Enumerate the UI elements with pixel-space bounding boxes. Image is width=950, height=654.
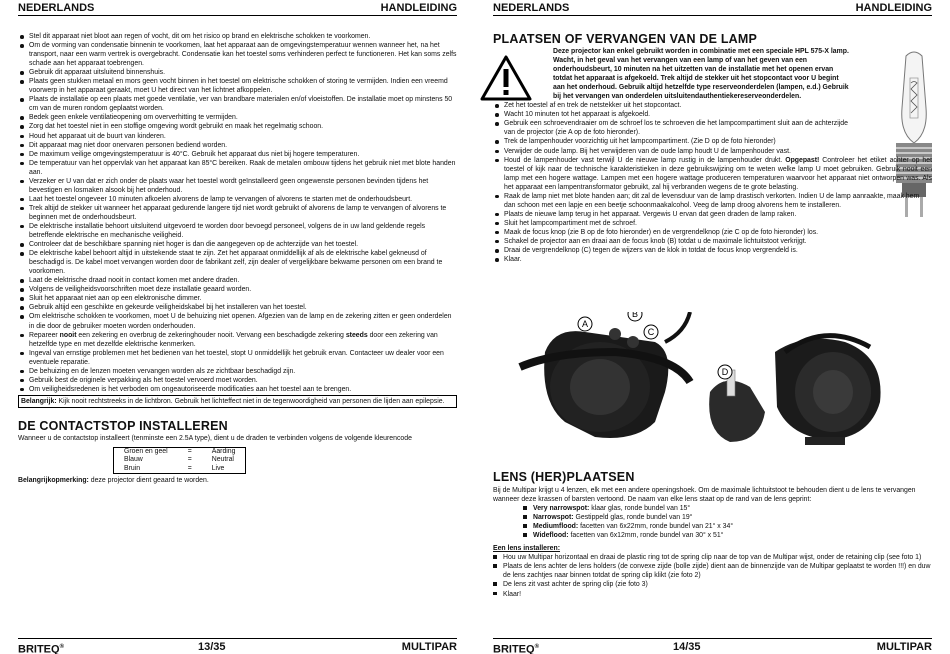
lamp-step: Sluit het lampcompartiment met de schroef.: [493, 219, 932, 228]
lamp-step: [493, 192, 932, 210]
lens-item: [523, 522, 932, 531]
footer-brand: [18, 641, 64, 654]
wire-color-table: [113, 447, 246, 474]
page-footer: [18, 638, 457, 652]
header-title: HANDLEIDING: [855, 2, 932, 14]
wire-cell: =: [187, 447, 192, 455]
safety-item: Om veiligheidsredenen is het verboden om ongeautoriseerde modificaties aan het toestel aan te brengen.: [18, 385, 457, 394]
safety-item: Gebruik best de originele verpakking als het toestel vervoerd moet worden.: [18, 376, 457, 385]
projector-photo: [520, 312, 690, 438]
wire-row: [114, 447, 246, 456]
important-note: [18, 395, 457, 408]
lamp-step: Klaar.: [493, 255, 932, 264]
wire-row: [114, 465, 246, 474]
brand-name: BRITEQ: [18, 643, 60, 654]
safety-item: Volgens de veiligheidsvoorschriften moet deze installatie geaard worden.: [18, 285, 457, 294]
label-a: A: [581, 319, 589, 329]
lens-types-list: [523, 504, 932, 540]
page-number: 14/35: [673, 641, 701, 653]
contactstop-title: DE CONTACTSTOP INSTALLEREN: [18, 418, 228, 433]
safety-item: Trek altijd de stekker uit wanneer het apparaat gedurende langere tijd niet wordt gebruikt of alvorens de lamp te vervangen of alvorens te beginnen met de onderhoudsbeurt.: [18, 204, 457, 222]
remark-text: deze projector dient geaard te worden.: [88, 476, 209, 484]
label-b: B: [631, 312, 639, 319]
safety-item: De temperatuur van het oppervlak van het apparaat kan 85°C bereiken. Raak de metalen ombouw tijdens het gebruik niet met blote handen aan.: [18, 159, 457, 177]
lamp-steps-list: [493, 101, 932, 264]
footer-product: MULTIPAR: [876, 641, 932, 653]
lamp-title: PLAATSEN OF VERVANGEN VAN DE LAMP: [493, 32, 758, 46]
safety-item: Plaats geen stukken metaal en mors geen vocht binnen in het toestel om elektrische schokken of storing te vermijden. Indien een vreemd voorwerp in het apparaat geraakt, moet U het direct van het lichtnet afkoppelen.: [18, 77, 457, 95]
wire-cell: =: [187, 456, 192, 464]
install-step: Plaats de lens achter de lens holders (de convexe zijde (bolle zijde) dient aan de binnenzijde van de Multipar geplaatst te worden !!!) en duw de lens zachtjes naar binnen totdat de spring clip klikt (zie foto 2): [493, 562, 932, 580]
safety-item: De elektrische kabel behoort altijd in uitstekende staat te zijn. Zet het apparaat onmiddellijk af als de elektrische kabel gekneusd of beschadigd is. De kabel moet vervangen worden door de fabrikant zelf, zijn dealer of vergelijkbare bekwame personen om een brand te voorkomen.: [18, 249, 457, 276]
lens-desc: facetten van 6x12mm, ronde bundel van 30° x 51°: [568, 532, 724, 540]
page-14: [475, 0, 950, 654]
grounding-remark: [18, 476, 457, 485]
note-label: Belangrijk:: [21, 397, 57, 405]
safety-item: Ingeval van ernstige problemen met het bedienen van het toestel, stopt U onmiddellijk het gebruik ervan. Contacteer uw dealer voor een eventuele reparatie.: [18, 349, 457, 367]
lamp-step: [493, 156, 932, 192]
contactstop-intro: Wanneer u de contactstop installeert (tenminste een 2.5A type), dient u de draden te verbinden volgens de volgende kleurencode: [18, 434, 412, 442]
safety-item: Om elektrische schokken te voorkomen, moet U de behuizing niet openen. Afgezien van de lamp en de zekering zitten er geen onderdelen in die door de gebruiker moeten worden onderhouden.: [18, 312, 457, 330]
safety-item: Gebruik altijd een geschikte en gekeurde veiligheidskabel bij het installeren van het toestel.: [18, 303, 457, 312]
safety-item: Stel dit apparaat niet bloot aan regen of vocht, dit om het risico op brand en elektrische schokken te voorkomen.: [18, 32, 457, 41]
lamp-step: Wacht 10 minuten tot het apparaat is afgekoeld.: [493, 110, 850, 119]
lamp-step: Trek de lampenhouder voorzichtig uit het lampcompartiment. (Zie D op de foto hieronder): [493, 137, 850, 146]
safety-section: [18, 32, 457, 485]
page-footer: [493, 638, 932, 652]
lens-intro: Bij de Multipar krijgt u 4 lenzen, elk met een andere openingshoek. Om de maximale lichtuitstoot te behouden dient u de lens te vervangen wanneer deze krassen of barsten vertoond. De naam van elke lens staat op de rand van de lens geprint:: [493, 487, 916, 504]
wire-cell: Aarding: [211, 447, 236, 455]
lens-name: Very narrowspot:: [533, 505, 590, 513]
safety-item: Sluit het apparaat niet aan op een elektronische dimmer.: [18, 294, 457, 303]
repair-b: nooit: [59, 331, 77, 339]
install-step: De lens zit vast achter de spring clip (zie foto 3): [493, 580, 932, 589]
lamp-step: Verwijder de oude lamp. Bij het verwijderen van de oude lamp houdt U de lampenhouder vast.: [493, 147, 850, 156]
safety-item: De maximum veilige omgevingstemperatuur is 40°C. Gebruik het apparaat dus niet bij hogere temperaturen.: [18, 150, 457, 159]
lens-name: Narrowspot:: [533, 514, 574, 522]
lens-section: [493, 470, 932, 599]
safety-item: Gebruik dit apparaat uitsluitend binnenshuis.: [18, 68, 457, 77]
wire-cell: Live: [211, 464, 225, 472]
lens-title: LENS (HER)PLAATSEN: [493, 470, 635, 484]
header-language: NEDERLANDS: [18, 2, 95, 14]
install-steps-list: [493, 553, 932, 598]
lamp-step: Maak de focus knop (zie B op de foto hieronder) en de vergrendelknop (zie C op de foto hieronder) los.: [493, 228, 932, 237]
wire-cell: =: [187, 464, 192, 472]
label-d: D: [721, 367, 729, 377]
safety-item: De behuizing en de lenzen moeten vervangen worden als ze zichtbaar beschadigd zijn.: [18, 367, 457, 376]
lens-desc: Gestippeld glas, ronde bundel van 19°: [573, 514, 693, 522]
lens-item: [523, 504, 932, 513]
remark-label: Belangrijkopmerking:: [18, 476, 89, 484]
header-language: NEDERLANDS: [493, 2, 570, 14]
lens-item: [523, 531, 932, 540]
install-label: Een lens installeren:: [493, 545, 561, 553]
safety-item: De elektrische installatie behoort uitsluitend uitgevoerd te worden door bevoegd personeel, volgens de in uw land geldende regels betreffende elektrische en mechanische veiligheid.: [18, 222, 457, 240]
repair-d: steeds: [345, 331, 368, 339]
lamp-step: Schakel de projector aan en draai aan de focus knob (B) totdat u de maximale lichtuitstoot verkrijgt.: [493, 237, 932, 246]
label-c: C: [647, 327, 655, 337]
note-text: Kijk nooit rechtstreeks in de lichtbron. Gebruik het lichteffect niet in de tegenwoordigheid van personen die lijden aan epilepsie.: [56, 397, 445, 405]
lamp-step: Draai de vergrendelknop (C) tegen de wijzers van de klok in totdat de focus knop vergrendeld is.: [493, 246, 932, 255]
lamp-step: Gebruik een schroevendraaier om de schroef los te schroeven die het lampcompartiment sluit aan de achterzijde van de projector (zie A op de foto hieronder).: [493, 119, 850, 137]
safety-item: Houd het apparaat uit de buurt van kinderen.: [18, 132, 457, 141]
wire-row: [114, 456, 246, 464]
repair-a: Repareer: [29, 331, 60, 339]
hold-text: Houd de lampenhouder vast terwijl U de nieuwe lamp rustig in de lampenhouder drukt.: [504, 156, 786, 164]
safety-item: Bedek geen enkele ventilatieopening om oververhitting te vermijden.: [18, 113, 457, 122]
lens-desc: facetten van 6x22mm, ronde bundel van 21° x 34°: [578, 523, 734, 531]
lens-name: Wideflood:: [533, 532, 569, 540]
safety-item: Dit apparaat mag niet door onervaren personen bediend worden.: [18, 141, 457, 150]
lens-name: Mediumflood:: [533, 523, 579, 531]
lamp-step: Zet het toestel af en trek de netstekker uit het stopcontact.: [493, 101, 850, 110]
wire-cell: Blauw: [124, 456, 143, 464]
hold-bold: Opgepast!: [785, 156, 820, 164]
page-header: [493, 2, 932, 16]
wire-cell: Bruin: [124, 464, 141, 472]
footer-product: MULTIPAR: [401, 641, 457, 653]
safety-item: Laat de elektrische draad nooit in contact komen met andere draden.: [18, 276, 457, 285]
header-title: HANDLEIDING: [380, 2, 457, 14]
page-header: [18, 2, 457, 16]
lens-item: [523, 513, 932, 522]
hold-rest: Controleer het etiket achter op het toestel of kijk naar de technische karakteristieken in deze gebruikswijzing om te weten welke lamp U moet gebruiken. Gebruik nooit een lamp met een hogere wattage. Lampen met een hogere wattage produceren temperaturen waarvoor het apparaat niet ontworpen was. Als het apparaat een lampentransformator gebruikt, zal hij verbranden wegens de te grote belasting.: [504, 156, 932, 191]
safety-item: Laat het toestel ongeveer 10 minuten afkoelen alvorens de lamp te vervangen of alvorens te starten met de onderhoudsbeurt.: [18, 195, 457, 204]
safety-item: Controleer dat de beschikbare spanning niet hoger is dan die aangegeven op de achterzijde van het toestel.: [18, 240, 457, 249]
lamp-section: [493, 32, 932, 264]
lamp-warning-text: Deze projector kan enkel gebruikt worden in combinatie met een speciale HPL 575-X lamp. Wacht, in het geval van het vervangen van een lamp of van het geven van een onderhoudsbeurt, 10 minuten na het uitzetten van de installatie met het openen ervan totdat het apparaat is afgekoeld. Trek altijd de stekker uit het stopcontact voor U begint aan het onderhoud. Gebruik altijd hetzelfde type reserveonderdelen (lampen, e.d.) Gebruik bij het vervangen van onderdelen uitsluitendauthentiekereserveonderdelen.: [553, 48, 849, 101]
safety-item: Zorg dat het toestel niet in een stoffige omgeving wordt gebruikt en maak het regelmatig schoon.: [18, 122, 457, 131]
safety-item: [18, 331, 457, 349]
safety-item: Om de vorming van condensatie binnenin te voorkomen, laat het apparaat aan de omgevingstemperatuur wennen wanneer het, na het transport, naar een warm vertrek is overgebracht. Condensatie kan het toestel soms verhinderen perfect te functioneren. Het kan soms zelfs schade aan het apparaat toebrengen.: [18, 41, 457, 68]
touch-text: Raak de lamp niet met blote handen aan; dit zal de levensduur van de lamp drastisch verkorten. Indien U de lamp aanraakte, maak hem dan schoon met een lapje en een beetje schoonmaakalcohol. Veeg de lamp droog alvorens hem te installeren.: [504, 192, 920, 209]
install-step: Klaar!: [493, 590, 932, 599]
lens-desc: klaar glas, ronde bundel van 15°: [589, 505, 691, 513]
safety-item: Verzeker er U van dat er zich onder de plaats waar het toestel wordt geïnstalleerd geen ongewenste personen bevinden tijdens het bevestigen en losmaken alsook bij het onderhoud.: [18, 177, 457, 195]
footer-brand: [493, 641, 539, 654]
safety-item: Plaats de installatie op een plaats met goede ventilatie, ver van brandbare materialen en/of vloeistoffen. De installatie moet op minstens 50 cm van de muren rondom geplaatst worden.: [18, 95, 457, 113]
wire-cell: Neutral: [211, 456, 234, 464]
brand-name: BRITEQ: [493, 643, 535, 654]
registered-mark: ®: [59, 644, 64, 650]
repair-e: door een zekering van hetzelfde type en met dezelfde elektrische kenmerken.: [29, 331, 438, 348]
install-step: Hou uw Multipar horizontaal en draai de plastic ring tot de spring clip naar de top van de Multipar wijst, onder de retaining clip (see foto 1): [493, 553, 932, 562]
wire-cell: Groen en geel: [124, 447, 168, 455]
lamp-step: Plaats de nieuwe lamp terug in het apparaat. Vergewis U ervan dat geen draden de lamp raken.: [493, 210, 932, 219]
lamp-holder-photo: [709, 336, 880, 445]
registered-mark: ®: [534, 644, 539, 650]
lamp-photos: [515, 312, 905, 452]
repair-c: een zekering en overbrug de zekeringhouder nooit. Vervang een beschadigde zekering: [76, 331, 346, 339]
page-number: 13/35: [198, 641, 226, 653]
safety-list: [18, 32, 457, 394]
